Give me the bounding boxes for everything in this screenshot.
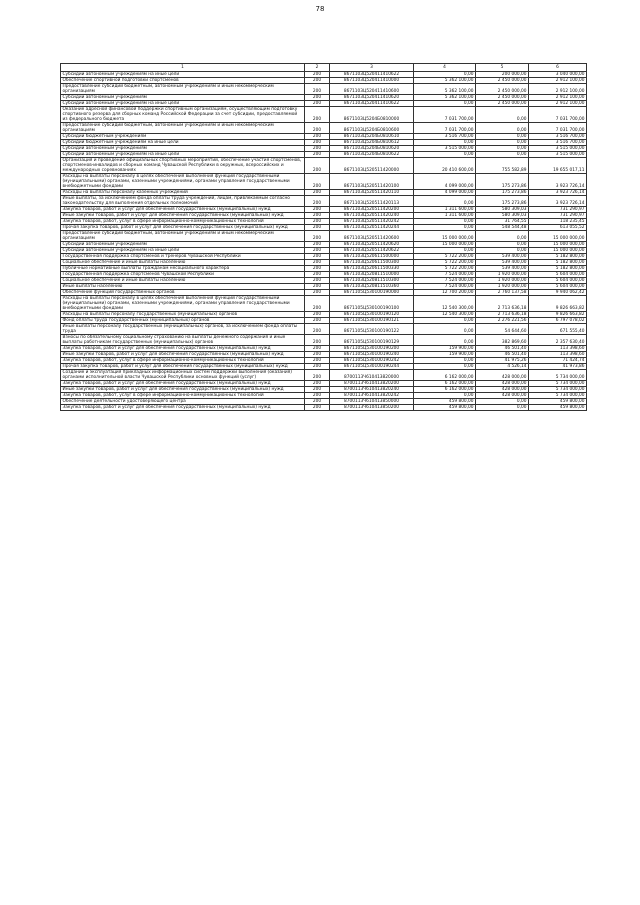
- row-name-cell: Закупка товаров, работ и услуг для обеспечения государственных (муниципальных) нужд: [61, 346, 305, 352]
- row-amount-plan-cell: 4 099 000,00: [414, 190, 476, 196]
- row-code-cell: 200: [305, 284, 330, 290]
- row-amount-executed-cell: 2 760 137,58: [476, 290, 529, 296]
- row-amount-remaining-cell: 2 912 100,00: [529, 95, 587, 101]
- row-amount-executed-cell: 0,00: [476, 152, 529, 158]
- row-amount-executed-cell: 41 975,26: [476, 358, 529, 364]
- row-code-cell: 200: [305, 260, 330, 266]
- row-classification-cell: 8671105Ц5З0100190129: [330, 335, 414, 346]
- row-code-cell: 200: [305, 387, 330, 393]
- row-amount-remaining-cell: 15 000 000,00: [529, 242, 587, 248]
- row-classification-cell: 8700113Ч610413820200: [330, 381, 414, 387]
- row-amount-executed-cell: 4 526,14: [476, 364, 529, 370]
- row-classification-cell: 8671105Ц5З0100190100: [330, 296, 414, 312]
- row-name-cell: Субсидии автономным учреждениям: [61, 146, 305, 152]
- row-amount-executed-cell: 580 309,03: [476, 213, 529, 219]
- row-amount-plan-cell: 1 311 600,00: [414, 207, 476, 213]
- row-amount-executed-cell: 0,00: [476, 248, 529, 254]
- row-classification-cell: 8700113Ч610413850000: [330, 399, 414, 405]
- row-code-cell: 200: [305, 78, 330, 84]
- row-amount-executed-cell: 0,00: [476, 123, 529, 134]
- row-name-cell: Оказание адресной финансовой поддержки спортивным организациям, осуществляющим подготовку спортивного резерва для сборных команд Российской Федерации за счет субсидии, предоставляемой из федерального бюджета: [61, 107, 305, 123]
- row-classification-cell: 8671103Ц520811510360: [330, 284, 414, 290]
- row-code-cell: 200: [305, 196, 330, 207]
- row-code-cell: 200: [305, 72, 330, 78]
- row-code-cell: 200: [305, 152, 330, 158]
- row-classification-cell: 8700113Ч610413820240: [330, 387, 414, 393]
- row-amount-executed-cell: 175 273,86: [476, 196, 529, 207]
- row-classification-cell: 8671103Ц520511420000: [330, 158, 414, 174]
- row-amount-executed-cell: 755 582,89: [476, 158, 529, 174]
- row-code-cell: 200: [305, 158, 330, 174]
- row-name-cell: Иные выплаты персоналу государственных (муниципальных) органов, за исключением фонда оплаты труда: [61, 324, 305, 335]
- row-classification-cell: 8671103Ц5204Б0810600: [330, 123, 414, 134]
- row-name-cell: Иные выплаты, за исключением фонда оплаты труда учреждений, лицам, привлекаемым согласно законодательству для выполнения отдельных полномочий: [61, 196, 305, 207]
- row-classification-cell: 8671103Ц520511420242: [330, 219, 414, 225]
- row-name-cell: Иные закупки товаров, работ и услуг для обеспечения государственных (муниципальных) нужд: [61, 352, 305, 358]
- table-row: [61, 324, 587, 335]
- row-classification-cell: 8700113Ч610413820000: [330, 370, 414, 381]
- row-amount-executed-cell: 539 400,00: [476, 260, 529, 266]
- row-amount-remaining-cell: 2 357 630,40: [529, 335, 587, 346]
- row-amount-executed-cell: 2 450 000,00: [476, 95, 529, 101]
- row-code-cell: 200: [305, 248, 330, 254]
- row-amount-remaining-cell: 3 516 700,00: [529, 134, 587, 140]
- row-code-cell: 200: [305, 272, 330, 278]
- row-name-cell: Взносы по обязательному социальному страхованию на выплаты денежного содержания и иные выплаты работникам государственных (муниципальных) органов: [61, 335, 305, 346]
- row-amount-remaining-cell: 459 800,00: [529, 405, 587, 411]
- row-amount-remaining-cell: 9 826 663,82: [529, 312, 587, 318]
- row-amount-plan-cell: 7 031 700,00: [414, 123, 476, 134]
- row-amount-plan-cell: 159 900,00: [414, 352, 476, 358]
- row-classification-cell: 8671103Ц520511420110: [330, 190, 414, 196]
- row-classification-cell: 8671105Ц5З0100190122: [330, 324, 414, 335]
- row-classification-cell: 8671103Ц520411410000: [330, 78, 414, 84]
- row-amount-executed-cell: 539 400,00: [476, 266, 529, 272]
- column-header: 4: [414, 64, 476, 72]
- row-amount-remaining-cell: 459 800,00: [529, 399, 587, 405]
- row-amount-remaining-cell: 3 040 000,00: [529, 72, 587, 78]
- row-amount-plan-cell: 5 362 100,00: [414, 95, 476, 101]
- row-name-cell: Социальное обеспечение и иные выплаты населению: [61, 278, 305, 284]
- row-amount-executed-cell: 2 713 636,18: [476, 296, 529, 312]
- row-classification-cell: 8671103Ц520611500330: [330, 266, 414, 272]
- row-code-cell: 200: [305, 296, 330, 312]
- row-amount-executed-cell: 0,00: [476, 146, 529, 152]
- row-classification-cell: 8671103Ц520611500300: [330, 260, 414, 266]
- row-name-cell: Закупка товаров, работ, услуг в сфере информационно-коммуникационных технологий: [61, 393, 305, 399]
- table-row: [61, 123, 587, 134]
- row-code-cell: 200: [305, 352, 330, 358]
- row-code-cell: 200: [305, 254, 330, 260]
- row-amount-plan-cell: 7 524 000,00: [414, 284, 476, 290]
- column-header: 1: [61, 64, 305, 72]
- row-amount-executed-cell: 428 000,00: [476, 381, 529, 387]
- row-classification-cell: 8671103Ц520411410620: [330, 95, 414, 101]
- row-classification-cell: 8700113Ч610413820242: [330, 393, 414, 399]
- row-amount-executed-cell: 200 000,00: [476, 72, 529, 78]
- row-amount-remaining-cell: 113 398,60: [529, 352, 587, 358]
- row-amount-remaining-cell: 2 912 100,00: [529, 101, 587, 107]
- row-amount-remaining-cell: 5 604 000,00: [529, 278, 587, 284]
- table-row: [61, 158, 587, 174]
- row-code-cell: 200: [305, 84, 330, 95]
- row-code-cell: 200: [305, 140, 330, 146]
- row-name-cell: Прочая закупка товаров, работ и услуг для обеспечения государственных (муниципальных) нужд: [61, 225, 305, 231]
- row-classification-cell: 8671103Ц5204Б0810622: [330, 152, 414, 158]
- row-amount-executed-cell: 0,00: [476, 399, 529, 405]
- row-classification-cell: 8671105Ц5З0100190242: [330, 358, 414, 364]
- row-code-cell: 200: [305, 324, 330, 335]
- row-amount-remaining-cell: 7 031 700,00: [529, 107, 587, 123]
- row-name-cell: Расходы на выплаты персоналу в целях обеспечения выполнения функций государственными (муниципальными) органами, казенными учреждениями, органами управления государственными внебюджетными фондами: [61, 296, 305, 312]
- row-code-cell: 200: [305, 381, 330, 387]
- row-code-cell: 200: [305, 346, 330, 352]
- row-code-cell: 200: [305, 312, 330, 318]
- row-name-cell: Социальное обеспечение и иные выплаты населению: [61, 260, 305, 266]
- row-name-cell: Предоставление субсидий бюджетным, автономным учреждениям и иным некоммерческим организациям: [61, 231, 305, 242]
- row-classification-cell: 8671103Ц520511420240: [330, 213, 414, 219]
- row-amount-plan-cell: 7 524 000,00: [414, 272, 476, 278]
- row-amount-plan-cell: 12 540 300,00: [414, 296, 476, 312]
- row-amount-plan-cell: 3 516 700,00: [414, 134, 476, 140]
- row-amount-plan-cell: 6 162 000,00: [414, 381, 476, 387]
- row-code-cell: 200: [305, 123, 330, 134]
- row-code-cell: 200: [305, 278, 330, 284]
- row-classification-cell: 8671103Ц5204Б0810612: [330, 140, 414, 146]
- row-classification-cell: 8671103Ц5204Б0810610: [330, 134, 414, 140]
- row-classification-cell: 8671103Ц520811510300: [330, 278, 414, 284]
- row-amount-plan-cell: 0,00: [414, 196, 476, 207]
- row-name-cell: Субсидии автономным учреждениям на иные цели: [61, 101, 305, 107]
- row-classification-cell: 8671103Ц520611500000: [330, 254, 414, 260]
- row-amount-plan-cell: 0,00: [414, 219, 476, 225]
- row-name-cell: Субсидии бюджетным учреждениям: [61, 134, 305, 140]
- budget-table: [60, 63, 587, 411]
- table-row: [61, 370, 587, 381]
- row-amount-executed-cell: 428 000,00: [476, 387, 529, 393]
- row-amount-remaining-cell: 5 182 800,00: [529, 266, 587, 272]
- row-amount-remaining-cell: 113 398,60: [529, 346, 587, 352]
- row-classification-cell: 8671103Ц520511420100: [330, 174, 414, 190]
- row-amount-plan-cell: 0,00: [414, 72, 476, 78]
- row-amount-remaining-cell: 6 797 078,02: [529, 318, 587, 324]
- row-amount-executed-cell: 1 920 000,00: [476, 284, 529, 290]
- row-amount-plan-cell: 6 162 000,00: [414, 387, 476, 393]
- column-header: 3: [330, 64, 414, 72]
- row-amount-remaining-cell: 731 290,97: [529, 213, 587, 219]
- row-amount-plan-cell: 12 700 200,00: [414, 290, 476, 296]
- row-amount-remaining-cell: 71 424,74: [529, 358, 587, 364]
- row-amount-plan-cell: 0,00: [414, 335, 476, 346]
- row-classification-cell: 8671105Ц5З0100190200: [330, 346, 414, 352]
- row-name-cell: Закупка товаров, работ, услуг в сфере информационно-коммуникационных технологий: [61, 358, 305, 364]
- row-classification-cell: 8700113Ч610413850200: [330, 405, 414, 411]
- row-amount-remaining-cell: 5 734 000,00: [529, 381, 587, 387]
- row-amount-executed-cell: 0,00: [476, 231, 529, 242]
- table-row: [61, 174, 587, 190]
- row-classification-cell: 8671103Ц520811510000: [330, 272, 414, 278]
- row-amount-plan-cell: 6 162 000,00: [414, 370, 476, 381]
- column-header: 5: [476, 64, 529, 72]
- row-amount-plan-cell: 0,00: [414, 140, 476, 146]
- row-amount-executed-cell: 539 400,00: [476, 254, 529, 260]
- column-header: 6: [529, 64, 587, 72]
- table-row: [61, 296, 587, 312]
- row-amount-executed-cell: 31 764,55: [476, 219, 529, 225]
- row-code-cell: 200: [305, 107, 330, 123]
- row-classification-cell: 8671103Ц520411410622: [330, 72, 414, 78]
- row-amount-executed-cell: 175 273,86: [476, 190, 529, 196]
- row-amount-executed-cell: 2 276 221,56: [476, 318, 529, 324]
- row-amount-remaining-cell: 5 604 000,00: [529, 284, 587, 290]
- row-classification-cell: 8671103Ц520511420622: [330, 248, 414, 254]
- row-amount-executed-cell: 0,00: [476, 405, 529, 411]
- row-amount-plan-cell: 5 362 100,00: [414, 84, 476, 95]
- row-amount-executed-cell: 382 869,60: [476, 335, 529, 346]
- row-amount-plan-cell: 5 722 200,00: [414, 266, 476, 272]
- row-classification-cell: 8671103Ц5204Б0810000: [330, 107, 414, 123]
- row-name-cell: Закупка товаров, работ, услуг в сфере информационно-коммуникационных технологий: [61, 219, 305, 225]
- row-amount-executed-cell: 548 544,48: [476, 225, 529, 231]
- row-code-cell: 200: [305, 134, 330, 140]
- row-amount-remaining-cell: 3 923 726,14: [529, 196, 587, 207]
- row-amount-plan-cell: 0,00: [414, 393, 476, 399]
- row-name-cell: Предоставление субсидий бюджетным, автономным учреждениям и иным некоммерческим организациям: [61, 123, 305, 134]
- row-classification-cell: 8671103Ц520511420600: [330, 231, 414, 242]
- row-amount-executed-cell: 428 000,00: [476, 393, 529, 399]
- row-code-cell: 200: [305, 231, 330, 242]
- row-amount-remaining-cell: 15 000 000,00: [529, 231, 587, 242]
- row-amount-remaining-cell: 3 923 726,14: [529, 174, 587, 190]
- row-amount-remaining-cell: 2 912 100,00: [529, 78, 587, 84]
- row-amount-executed-cell: 0,00: [476, 107, 529, 123]
- row-name-cell: Закупка товаров, работ и услуг для обеспечения государственных (муниципальных) нужд: [61, 207, 305, 213]
- row-amount-plan-cell: 0,00: [414, 364, 476, 370]
- row-name-cell: Иные закупки товаров, работ и услуг для обеспечения государственных (муниципальных) нужд: [61, 213, 305, 219]
- row-name-cell: Фонд оплаты труда государственных (муниципальных) органов: [61, 318, 305, 324]
- row-amount-executed-cell: 2 450 000,00: [476, 78, 529, 84]
- row-name-cell: Создание и эксплуатация прикладных информационных систем поддержки выполнения (оказания) органами исполнительной власти Чувашской Республики основных функций (услуг): [61, 370, 305, 381]
- row-amount-plan-cell: 0,00: [414, 324, 476, 335]
- row-name-cell: Обеспечение спортивной подготовки спортсменов: [61, 78, 305, 84]
- row-code-cell: 200: [305, 101, 330, 107]
- row-name-cell: Закупка товаров, работ и услуг для обеспечения государственных (муниципальных) нужд: [61, 381, 305, 387]
- row-name-cell: Иные закупки товаров, работ и услуг для обеспечения государственных (муниципальных) нужд: [61, 387, 305, 393]
- row-amount-plan-cell: 459 800,00: [414, 399, 476, 405]
- row-classification-cell: 8671103Ц520511420200: [330, 207, 414, 213]
- row-amount-plan-cell: 3 515 000,00: [414, 146, 476, 152]
- row-amount-plan-cell: 159 900,00: [414, 346, 476, 352]
- row-name-cell: Закупка товаров, работ и услуг для обеспечения государственных (муниципальных) нужд: [61, 405, 305, 411]
- row-amount-plan-cell: 20 410 600,00: [414, 158, 476, 174]
- row-code-cell: 200: [305, 190, 330, 196]
- row-amount-executed-cell: 1 920 000,00: [476, 278, 529, 284]
- row-amount-plan-cell: 4 099 000,00: [414, 174, 476, 190]
- row-code-cell: 200: [305, 219, 330, 225]
- row-classification-cell: 8671105Ц5З0100190244: [330, 364, 414, 370]
- row-amount-plan-cell: 0,00: [414, 101, 476, 107]
- row-name-cell: Субсидии автономным учреждениям на иные цели: [61, 72, 305, 78]
- row-code-cell: 200: [305, 146, 330, 152]
- row-code-cell: 200: [305, 358, 330, 364]
- row-code-cell: 200: [305, 213, 330, 219]
- row-amount-remaining-cell: 5 734 000,00: [529, 393, 587, 399]
- table-row: [61, 231, 587, 242]
- table-row: [61, 107, 587, 123]
- row-classification-cell: 8671103Ц5204Б0810620: [330, 146, 414, 152]
- row-amount-remaining-cell: 5 734 000,00: [529, 387, 587, 393]
- table-row: [61, 196, 587, 207]
- row-amount-plan-cell: 12 540 300,00: [414, 312, 476, 318]
- row-code-cell: 200: [305, 399, 330, 405]
- row-amount-plan-cell: 7 524 000,00: [414, 278, 476, 284]
- table-header-row: [61, 64, 587, 72]
- row-name-cell: Государственная поддержка спортсменов и тренеров Чувашской Республики: [61, 254, 305, 260]
- row-code-cell: 200: [305, 174, 330, 190]
- table-row: [61, 84, 587, 95]
- row-amount-executed-cell: 2 713 636,18: [476, 312, 529, 318]
- row-name-cell: Расходы на выплаты персоналу в целях обеспечения выполнения функций государственными (муниципальными) органами, казенными учреждениями, органами управления государственными внебюджетными фондами: [61, 174, 305, 190]
- row-name-cell: Иные выплаты населению: [61, 284, 305, 290]
- row-classification-cell: 8671105Ц5З0100190000: [330, 290, 414, 296]
- row-name-cell: Субсидии бюджетным учреждениям на иные цели: [61, 140, 305, 146]
- row-amount-plan-cell: 1 311 600,00: [414, 213, 476, 219]
- row-amount-remaining-cell: 671 555,40: [529, 324, 587, 335]
- row-amount-executed-cell: 2 450 000,00: [476, 84, 529, 95]
- row-name-cell: Публичные нормативные выплаты гражданам несоциального характера: [61, 266, 305, 272]
- row-amount-plan-cell: 5 362 100,00: [414, 78, 476, 84]
- row-amount-remaining-cell: 9 826 663,82: [529, 296, 587, 312]
- row-classification-cell: 8671105Ц5З0100190240: [330, 352, 414, 358]
- row-classification-cell: 8671105Ц5З0100190120: [330, 312, 414, 318]
- row-classification-cell: 8671103Ц520511420620: [330, 242, 414, 248]
- row-amount-executed-cell: 54 644,60: [476, 324, 529, 335]
- row-amount-remaining-cell: 731 290,97: [529, 207, 587, 213]
- row-amount-plan-cell: 0,00: [414, 318, 476, 324]
- row-amount-plan-cell: 5 722 200,00: [414, 254, 476, 260]
- row-code-cell: 200: [305, 290, 330, 296]
- row-code-cell: 200: [305, 242, 330, 248]
- row-amount-executed-cell: 46 501,40: [476, 346, 529, 352]
- row-name-cell: Обеспечение деятельности удостоверяющего центра: [61, 399, 305, 405]
- row-name-cell: Расходы на выплаты персоналу казенных учреждений: [61, 190, 305, 196]
- row-amount-executed-cell: 428 000,00: [476, 370, 529, 381]
- row-code-cell: 200: [305, 225, 330, 231]
- row-name-cell: Государственная поддержка спортсменов Чувашской Республики: [61, 272, 305, 278]
- row-amount-remaining-cell: 3 515 000,00: [529, 152, 587, 158]
- row-code-cell: 200: [305, 207, 330, 213]
- row-amount-remaining-cell: 19 655 017,11: [529, 158, 587, 174]
- row-code-cell: 200: [305, 393, 330, 399]
- row-classification-cell: 8671103Ц520411410622: [330, 101, 414, 107]
- row-amount-executed-cell: 0,00: [476, 242, 529, 248]
- row-amount-executed-cell: 0,00: [476, 134, 529, 140]
- row-amount-remaining-cell: 5 182 800,00: [529, 254, 587, 260]
- row-amount-executed-cell: 2 450 000,00: [476, 101, 529, 107]
- row-amount-plan-cell: 7 031 700,00: [414, 107, 476, 123]
- row-amount-plan-cell: 0,00: [414, 225, 476, 231]
- row-name-cell: Субсидии автономным учреждениям: [61, 95, 305, 101]
- row-classification-cell: 8671103Ц520511420244: [330, 225, 414, 231]
- row-code-cell: 200: [305, 95, 330, 101]
- row-amount-remaining-cell: 15 000 000,00: [529, 248, 587, 254]
- row-name-cell: Организация и проведение официальных спортивных мероприятий, обеспечение участия спортсменов, спортсменов-инвалидов и сборных команд Чувашской Республики в окружных, всероссийских и международных соревнованиях: [61, 158, 305, 174]
- row-code-cell: 200: [305, 318, 330, 324]
- row-amount-executed-cell: 175 273,86: [476, 174, 529, 190]
- row-code-cell: 200: [305, 364, 330, 370]
- row-name-cell: Субсидии автономным учреждениям: [61, 242, 305, 248]
- row-amount-executed-cell: 46 501,40: [476, 352, 529, 358]
- row-amount-plan-cell: 0,00: [414, 152, 476, 158]
- row-amount-remaining-cell: 3 516 700,00: [529, 140, 587, 146]
- row-code-cell: 200: [305, 266, 330, 272]
- row-amount-remaining-cell: 5 604 000,00: [529, 272, 587, 278]
- row-amount-remaining-cell: 3 515 000,00: [529, 146, 587, 152]
- row-code-cell: 200: [305, 335, 330, 346]
- row-amount-remaining-cell: 41 973,86: [529, 364, 587, 370]
- row-amount-remaining-cell: 613 055,52: [529, 225, 587, 231]
- row-amount-plan-cell: 15 000 000,00: [414, 242, 476, 248]
- row-name-cell: Субсидии автономным учреждениям на иные цели: [61, 152, 305, 158]
- page-number: 78: [315, 5, 325, 13]
- table-row: [61, 335, 587, 346]
- table-row: [61, 405, 587, 411]
- row-name-cell: Обеспечение функций государственных органов: [61, 290, 305, 296]
- row-amount-plan-cell: 5 722 200,00: [414, 260, 476, 266]
- row-amount-plan-cell: 15 000 000,00: [414, 231, 476, 242]
- row-amount-plan-cell: 0,00: [414, 248, 476, 254]
- row-amount-executed-cell: 0,00: [476, 140, 529, 146]
- row-code-cell: 200: [305, 405, 330, 411]
- row-classification-cell: 8671105Ц5З0100190121: [330, 318, 414, 324]
- row-classification-cell: 8671103Ц520511420113: [330, 196, 414, 207]
- row-amount-remaining-cell: 118 235,45: [529, 219, 587, 225]
- row-amount-remaining-cell: 5 734 000,00: [529, 370, 587, 381]
- row-name-cell: Прочая закупка товаров, работ и услуг для обеспечения государственных (муниципальных) нужд: [61, 364, 305, 370]
- row-amount-remaining-cell: 7 031 700,00: [529, 123, 587, 134]
- row-amount-remaining-cell: 5 182 800,00: [529, 260, 587, 266]
- row-amount-remaining-cell: 3 923 726,14: [529, 190, 587, 196]
- row-amount-remaining-cell: 9 940 062,42: [529, 290, 587, 296]
- row-amount-remaining-cell: 2 912 100,00: [529, 84, 587, 95]
- row-name-cell: Субсидии автономным учреждениям на иные цели: [61, 248, 305, 254]
- row-classification-cell: 8671103Ц520411410600: [330, 84, 414, 95]
- column-header: 2: [305, 64, 330, 72]
- row-name-cell: Расходы на выплаты персоналу государственных (муниципальных) органов: [61, 312, 305, 318]
- row-code-cell: 200: [305, 370, 330, 381]
- row-amount-executed-cell: 1 920 000,00: [476, 272, 529, 278]
- row-amount-plan-cell: 0,00: [414, 358, 476, 364]
- row-amount-executed-cell: 580 309,03: [476, 207, 529, 213]
- row-name-cell: Предоставление субсидий бюджетным, автономным учреждениям и иным некоммерческим организациям: [61, 84, 305, 95]
- row-amount-plan-cell: 459 800,00: [414, 405, 476, 411]
